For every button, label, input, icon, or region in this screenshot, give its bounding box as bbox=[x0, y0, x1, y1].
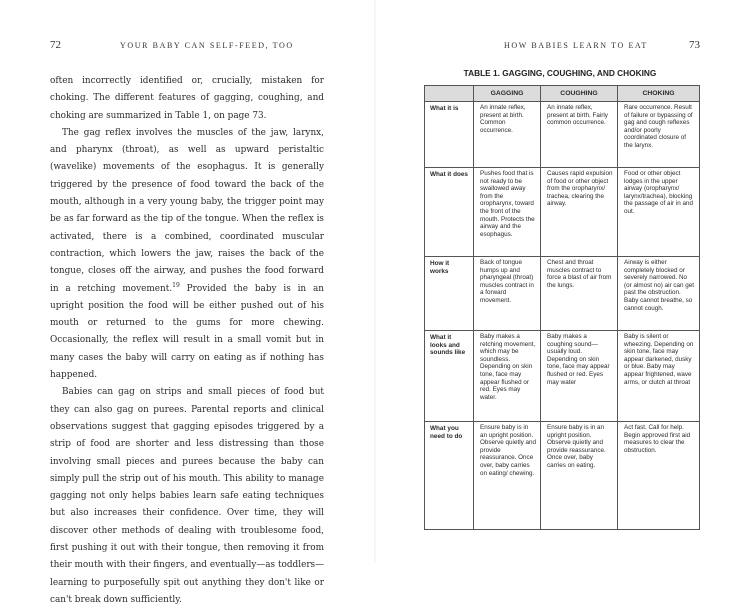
table-cell: Baby makes a coughing sound— usually loud. Depending on skin tone, face may appear flushed or red. Eyes may water bbox=[541, 331, 618, 422]
table-row bbox=[425, 102, 700, 168]
column-header-choking: CHOKING bbox=[618, 86, 700, 102]
column-header-coughing: COUGHING bbox=[541, 86, 618, 102]
comparison-table bbox=[424, 85, 700, 530]
table-cell: An innate reflex, present at birth. Common occurrence. bbox=[474, 102, 541, 168]
table-cell: Ensure baby is in an upright position. Observe quietly and provide reassurance. Once over, baby carries on eating. bbox=[541, 422, 618, 530]
row-label: What you need to do bbox=[425, 422, 474, 530]
row-label: What it is bbox=[425, 102, 474, 168]
page-number-left: 72 bbox=[50, 39, 61, 51]
running-head-right: HOW BABIES LEARN TO EAT bbox=[504, 41, 648, 50]
paragraph-2 bbox=[50, 125, 324, 384]
table-row bbox=[425, 168, 700, 257]
paragraph-3: Babies can gag on strips and small pieces of food but they can also gag on purees. Parental reports and clinical observations suggest that gagging episodes triggered by a strip of food are shorter and less distressing than those involving small pieces and purees because the baby can simply pull the strip out of his mouth. This ability to manage gagging not only helps babies learn safe eating techniques but also increases their confidence. Over time, they will discover other methods of dealing with troublesome food, first pushing it out with their tongue, then removing it from their mouth with their fingers, and eventually—as toddlers—learning to purposefully spit out anything they don't like or can't break down sufficiently. bbox=[50, 387, 324, 605]
table-row bbox=[425, 422, 700, 530]
table-title: TABLE 1. GAGGING, COUGHING, AND CHOKING bbox=[463, 68, 657, 78]
row-label: How it works bbox=[425, 257, 474, 331]
table-cell: Rare occurrence. Result of failure or bypassing of gag and cough reflexes and/or poorly coordinated closure of the larynx. bbox=[618, 102, 700, 168]
table-header-row bbox=[425, 86, 700, 102]
page-number-right: 73 bbox=[689, 39, 700, 51]
left-page bbox=[0, 0, 375, 605]
paragraph-2-text: The gag reflex involves the muscles of the jaw, larynx, and pharynx (throat), as well as upward peristaltic (wavelike) movements of the esophagus. It is generally triggered by the presence of food toward the back of the mouth, although in a very young baby, the trigger point may be as far forward as the tip of the tongue. When the reflex is activated, there is a combined, coordinated muscular contraction, which lowers the jaw, raises the back of the tongue, closes off the airway, and pushes the food forward in a retching movement. bbox=[50, 127, 324, 294]
table-cell: Baby is silent or wheezing. Depending on skin tone, face may appear darkened, dusky or blue. Baby may appear frightened, wave arms, or clutch at throat bbox=[618, 331, 700, 422]
table-cell: Causes rapid expulsion of food or other object from the oropharynx/ trachea, clearing the airway. bbox=[541, 168, 618, 257]
table-cell: Food or other object lodges in the upper airway (oropharynx/ larynx/trachea), blocking the passage of air in and out. bbox=[618, 168, 700, 257]
table-cell: Back of tongue humps up and pharyngeal (throat) muscles contract in a forward movement. bbox=[474, 257, 541, 331]
table-cell: An innate reflex, present at birth. Fairly common occurrence. bbox=[541, 102, 618, 168]
row-label: What it looks and sounds like bbox=[425, 331, 474, 422]
table-row bbox=[425, 331, 700, 422]
column-header-gagging: GAGGING bbox=[474, 86, 541, 102]
paragraph-2-continued: Provided the baby is in an upright position the food will be either pushed out of his mouth or returned to the gums for more chewing. Occasionally, the reflex will result in a small vomit but in many cases the baby will carry on eating as if nothing has happened. bbox=[50, 283, 324, 381]
table-cell: Act fast. Call for help. Begin approved first aid measures to clear the obstruction. bbox=[618, 422, 700, 530]
paragraph-1: often incorrectly identified or, crucially, mistaken for choking. The different features of gagging, coughing, and choking are summarized in Table 1, on page 73. bbox=[50, 76, 324, 121]
table-corner bbox=[425, 86, 474, 102]
table-row bbox=[425, 257, 700, 331]
table-cell: Ensure baby is in an upright position. Observe quietly and provide reassurance. Once over, baby carries on eating/ chewing. bbox=[474, 422, 541, 530]
footnote-ref: 19 bbox=[172, 281, 180, 289]
row-label: What it does bbox=[425, 168, 474, 257]
running-head-left: YOUR BABY CAN SELF-FEED, TOO bbox=[120, 41, 294, 50]
table-cell: Chest and throat muscles contract to force a blast of air from the lungs. bbox=[541, 257, 618, 331]
body-text bbox=[50, 73, 324, 609]
table-cell: Airway is either completely blocked or severely narrowed. No (or almost no) air can get past the obstruction. Baby cannot breathe, so cannot cough. bbox=[618, 257, 700, 331]
table-cell: Baby makes a retching movement, which may be soundless. Depending on skin tone, face may appear flushed or red. Eyes may water. bbox=[474, 331, 541, 422]
table-cell: Pushes food that is not ready to be swallowed away from the oropharynx, toward the front of the mouth. Protects the airway and the esophagus. bbox=[474, 168, 541, 257]
